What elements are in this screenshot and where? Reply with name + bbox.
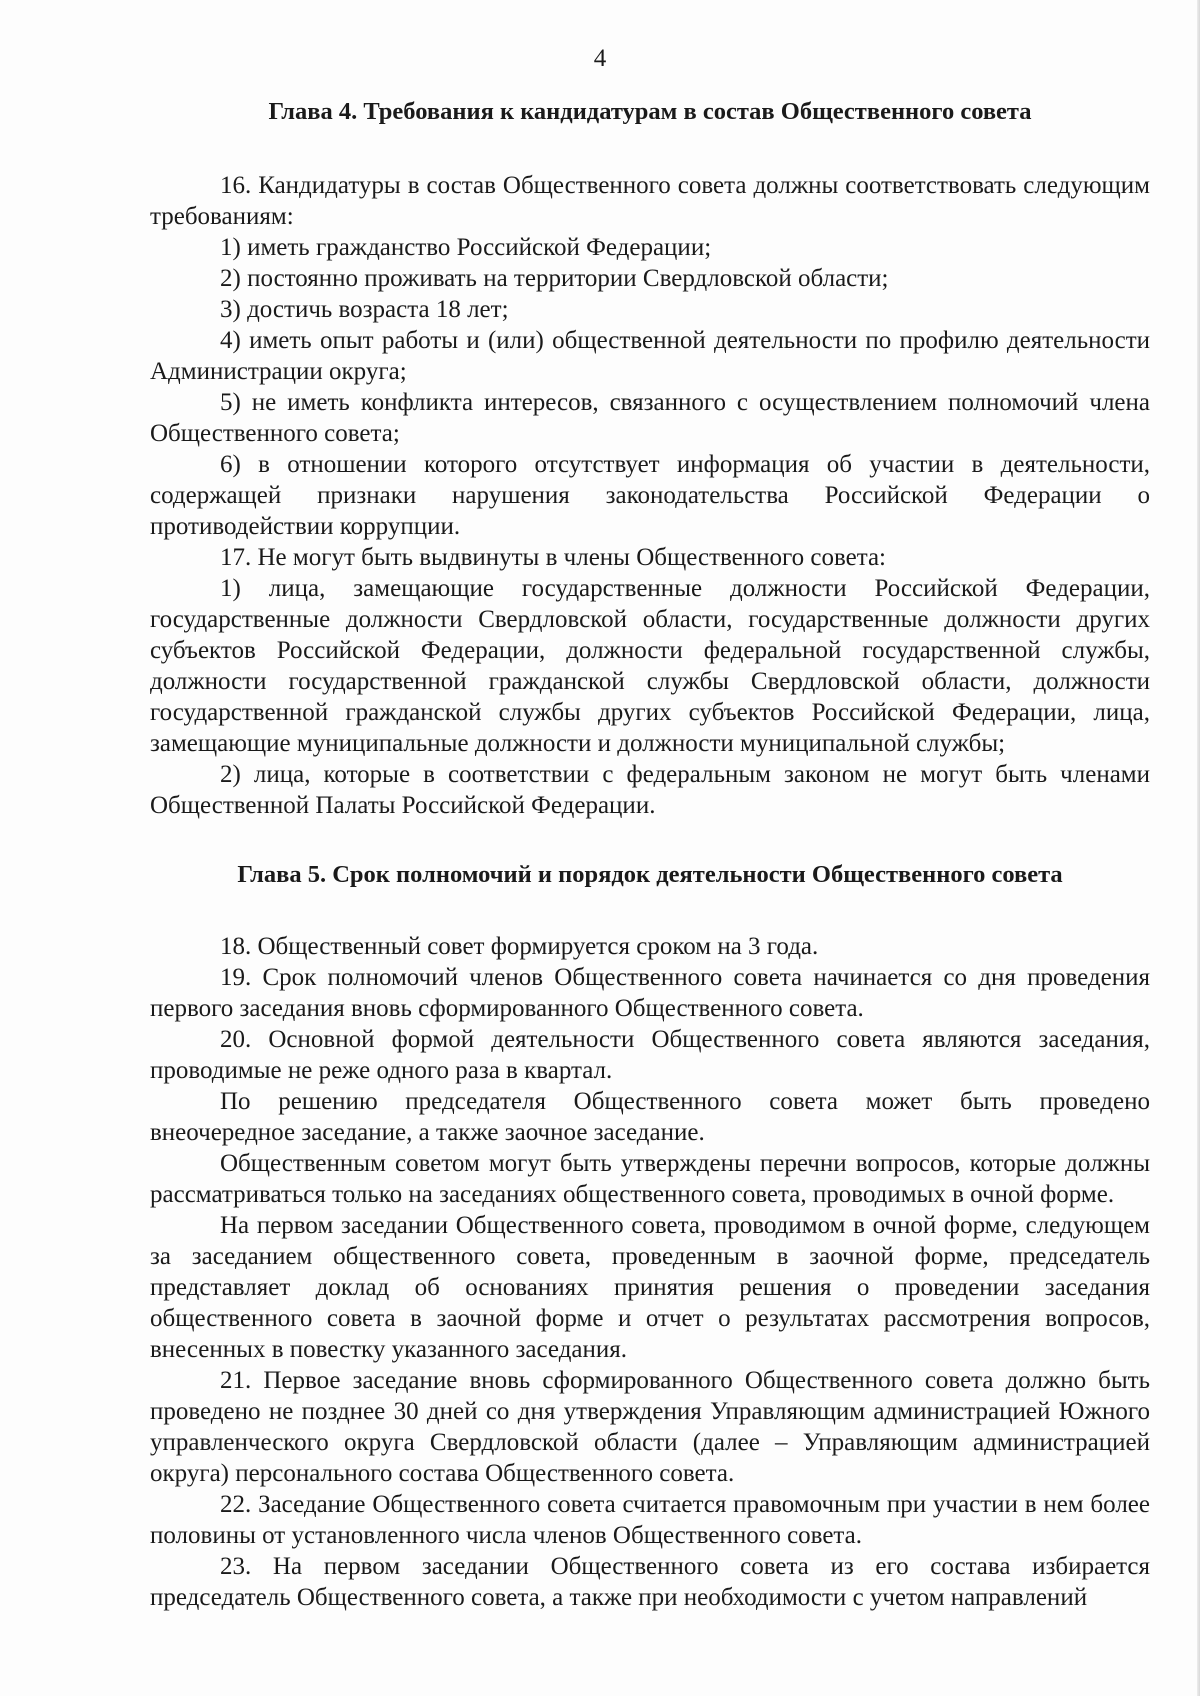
clause-20: 20. Основной формой деятельности Общественного совета являются заседания, проводимые не реже одного раза в квартал. [150, 1026, 1150, 1084]
document-body [150, 96, 1150, 1613]
clause-16-item-4: 4) иметь опыт работы и (или) общественной деятельности по профилю деятельности Администрации округа; [150, 327, 1150, 385]
chapter-5-section [150, 931, 1150, 1613]
clause-20-paragraph-3: Общественным советом могут быть утверждены перечни вопросов, которые должны рассматриваться только на заседаниях общественного совета, проводимых в очной форме. [150, 1150, 1150, 1208]
clause-16-item-3: 3) достичь возраста 18 лет; [220, 296, 509, 323]
clause-18: 18. Общественный совет формируется сроком на 3 года. [220, 933, 819, 960]
clause-16: 16. Кандидатуры в состав Общественного совета должны соответствовать следующим требованиям: [150, 172, 1150, 230]
clause-20-paragraph-4: На первом заседании Общественного совета, проводимом в очной форме, следующем за заседанием общественного совета, проведенным в заочной форме, председатель представляет доклад об основаниях принятия решения о проведении заседания общественного совета в заочной форме и отчет о результатах рассмотрения вопросов, внесенных в повестку указанного заседания. [150, 1212, 1150, 1363]
clause-21: 21. Первое заседание вновь сформированного Общественного совета должно быть проведено не позднее 30 дней со дня утверждения Управляющим администрацией Южного управленческого округа Свердловской области (далее – Управляющим администрацией округа) персонального состава Общественного совета. [150, 1367, 1150, 1487]
clause-22: 22. Заседание Общественного совета считается правомочным при участии в нем более половины от установленного числа членов Общественного совета. [150, 1491, 1150, 1549]
clause-17-item-1: 1) лица, замещающие государственные должности Российской Федерации, государственные должности Свердловской области, государственные должности других субъектов Российской Федерации, должности федеральной государственной службы, должности государственной гражданской службы Свердловской области, должности государственной гражданской службы других субъектов Российской Федерации, лица, замещающие муниципальные должности и должности муниципальной службы; [150, 575, 1150, 757]
clause-16-item-2: 2) постоянно проживать на территории Свердловской области; [220, 265, 889, 292]
clause-16-item-1: 1) иметь гражданство Российской Федерации; [220, 234, 712, 261]
clause-20-paragraph-2: По решению председателя Общественного совета может быть проведено внеочередное заседание, а также заочное заседание. [150, 1088, 1150, 1146]
page-number: 4 [593, 45, 607, 72]
chapter-4-title: Глава 4. Требования к кандидатурам в состав Общественного совета [268, 98, 1032, 125]
clause-23: 23. На первом заседании Общественного совета из его состава избирается председатель Общественного совета, а также при необходимости с учетом направлений [150, 1553, 1150, 1611]
chapter-4-section [150, 170, 1150, 821]
chapter-5-title: Глава 5. Срок полномочий и порядок деятельности Общественного совета [237, 861, 1063, 888]
clause-16-item-6: 6) в отношении которого отсутствует информация об участии в деятельности, содержащей признаки нарушения законодательства Российской Федерации о противодействии коррупции. [150, 451, 1150, 540]
clause-19: 19. Срок полномочий членов Общественного совета начинается со дня проведения первого заседания вновь сформированного Общественного совета. [150, 964, 1150, 1022]
clause-17: 17. Не могут быть выдвинуты в члены Общественного совета: [220, 544, 887, 571]
clause-16-item-5: 5) не иметь конфликта интересов, связанного с осуществлением полномочий члена Общественного совета; [150, 389, 1150, 447]
clause-17-item-2: 2) лица, которые в соответствии с федеральным законом не могут быть членами Общественной Палаты Российской Федерации. [150, 761, 1150, 819]
